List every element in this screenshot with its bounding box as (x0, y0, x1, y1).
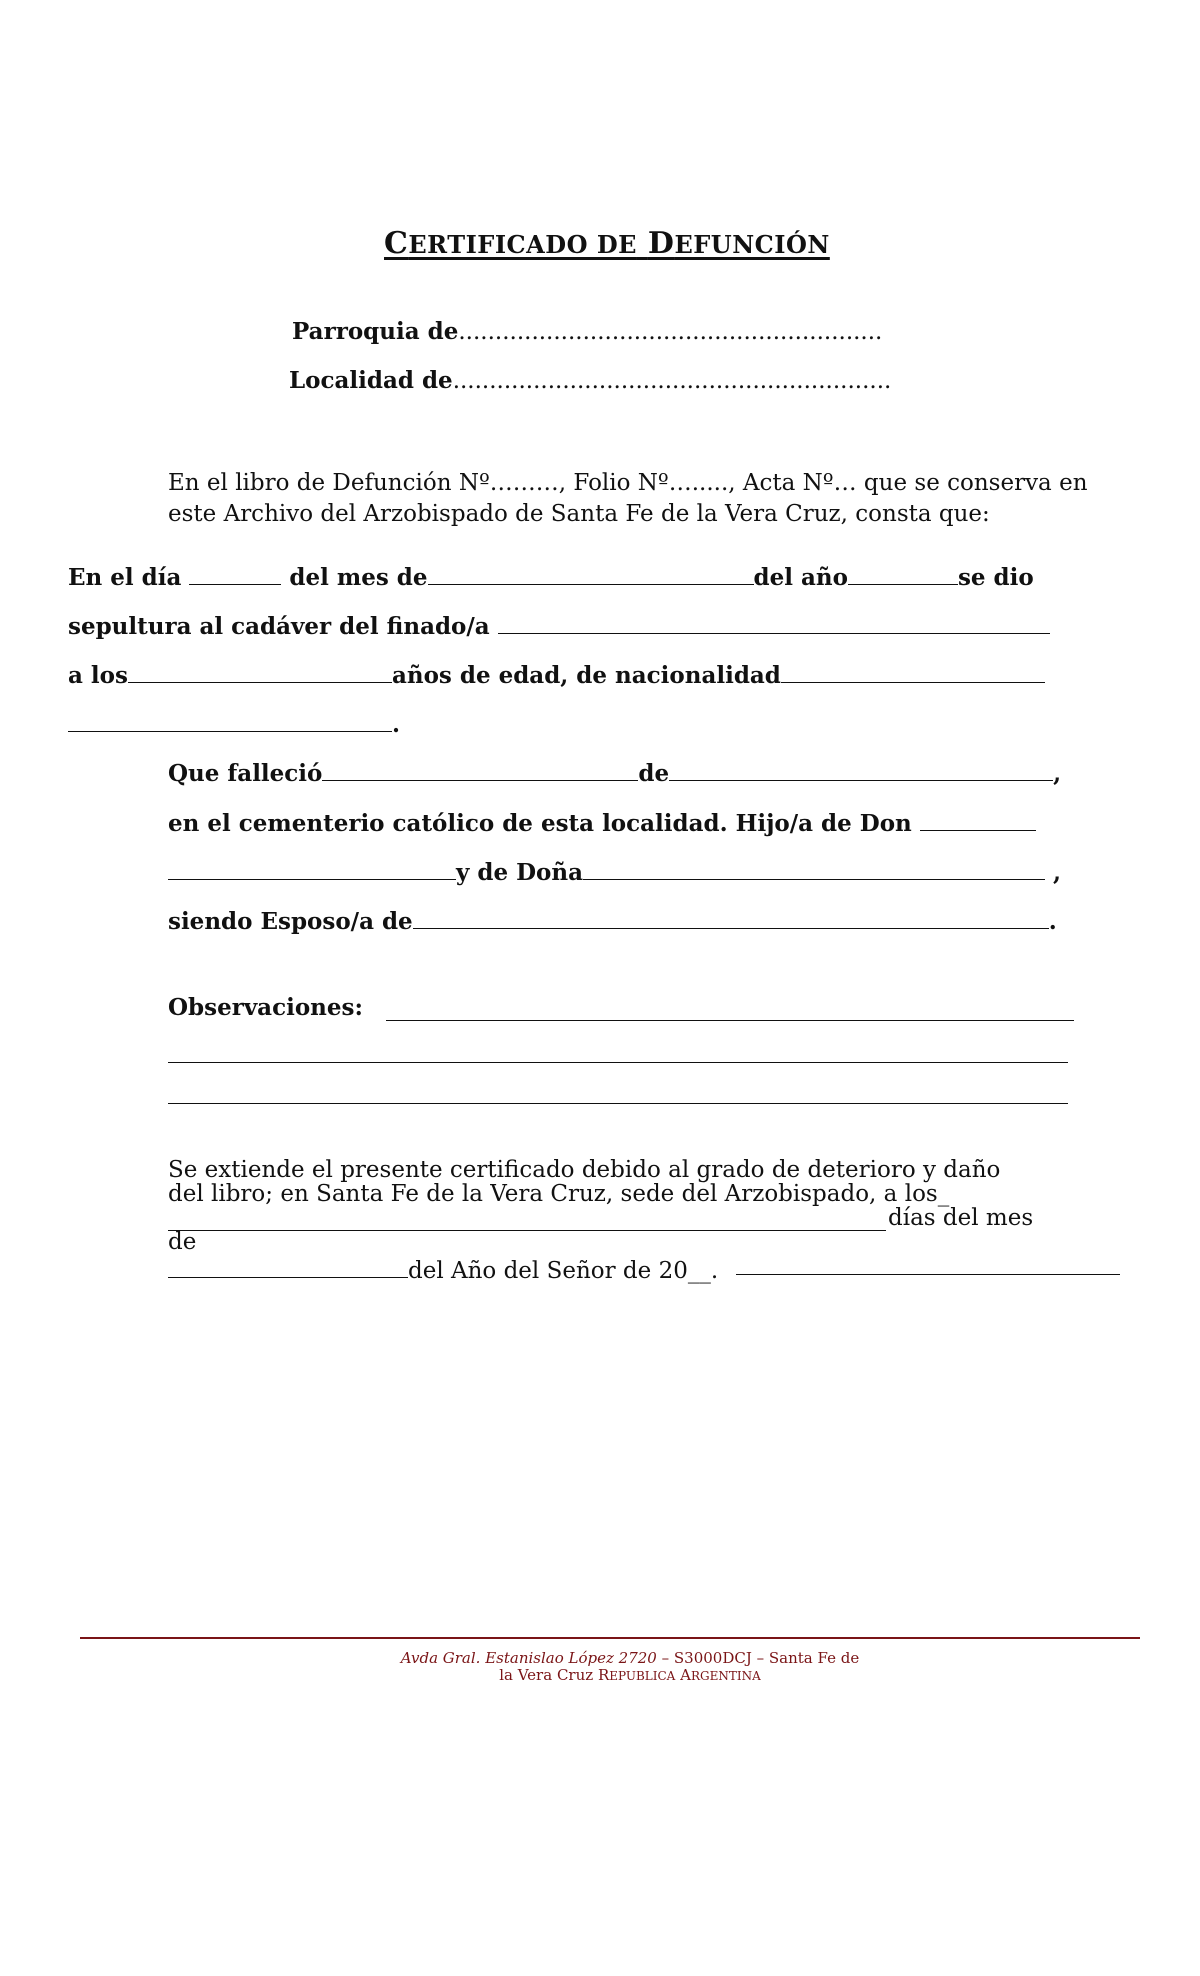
parroquia-dots: .......................................................... (458, 319, 883, 345)
intro-paragraph (168, 468, 1088, 530)
blank-padre[interactable] (920, 810, 1036, 831)
blank-madre[interactable] (583, 859, 1045, 880)
blank-fallecio-de[interactable] (669, 760, 1053, 781)
label-del-mes: del mes de (289, 564, 428, 591)
footer-rule (80, 1637, 1140, 1639)
period: . (1048, 908, 1057, 935)
label-cementerio: en el cementerio católico de esta localidad. Hijo/a de Don (168, 810, 912, 837)
form-line-esposo (168, 908, 1057, 935)
parroquia-label: Parroquia de (292, 318, 459, 345)
footer-street: Avda Gral. Estanislao López 2720 (400, 1649, 657, 1667)
blank-fallecio[interactable] (322, 760, 638, 781)
parroquia-field (292, 318, 882, 345)
period: . (392, 711, 401, 738)
label-a-los: a los (68, 662, 128, 689)
label-y-de-dona: y de Doña (456, 859, 584, 886)
label-anio-senor: del Año del Señor de 20__. (408, 1258, 719, 1284)
intro-line-1: En el libro de Defunción Nº………, Folio Nº…....., Acta Nº… que se conserva en (168, 470, 1088, 496)
form-line-nacionalidad-cont (68, 711, 400, 738)
blank-padre-cont[interactable] (168, 859, 456, 880)
form-line-sepultura (68, 613, 1050, 640)
localidad-label: Localidad de (289, 367, 453, 394)
blank-nacionalidad-cont[interactable] (68, 711, 392, 732)
blank-esposo[interactable] (413, 908, 1049, 929)
label-del-ano: del año (753, 564, 848, 591)
footer-address: Avda Gral. Estanislao López 2720 – S3000DCJ – Santa Fe de la Vera Cruz REPUBLICA ARGENTINA (400, 1649, 860, 1684)
label-que-fallecio: Que falleció (168, 760, 323, 787)
comma: , (1053, 859, 1062, 886)
blank-mes-ext[interactable] (168, 1259, 408, 1278)
form-line-cementerio (168, 810, 1036, 837)
document-title: CERTIFICADO DE DEFUNCIÓN (384, 226, 830, 261)
localidad-field (289, 367, 891, 394)
extension-line-2: del libro; en Santa Fe de la Vera Cruz, sede del Arzobispado, a los_ (168, 1181, 950, 1207)
blank-ano[interactable] (848, 564, 958, 585)
observaciones-line-2[interactable] (168, 1062, 1068, 1063)
footer-postal: – S3000DCJ – Santa Fe de (656, 1649, 860, 1667)
form-line-madre (168, 859, 1061, 886)
form-line-fallecio (168, 760, 1061, 787)
extension-line-anio (168, 1259, 718, 1283)
comma: , (1053, 760, 1062, 787)
footer-city: la Vera Cruz (499, 1666, 594, 1684)
label-esposo: siendo Esposo/a de (168, 908, 413, 935)
blank-dias[interactable] (168, 1230, 886, 1231)
label-en-el-dia: En el día (68, 564, 182, 591)
extension-de: de (168, 1229, 197, 1255)
label-de: de (638, 760, 670, 787)
signature-line[interactable] (736, 1274, 1120, 1275)
extension-dias-del-mes: días del mes (888, 1205, 1034, 1231)
blank-dia[interactable] (189, 564, 281, 585)
blank-nacionalidad[interactable] (781, 662, 1045, 683)
label-se-dio: se dio (957, 564, 1034, 591)
observaciones-line-3[interactable] (168, 1103, 1068, 1104)
blank-finado[interactable] (498, 613, 1050, 634)
label-sepultura: sepultura al cadáver del finado/a (68, 613, 490, 640)
form-line-edad (68, 662, 1045, 689)
observaciones-line-1[interactable] (386, 1020, 1074, 1021)
blank-mes[interactable] (428, 564, 754, 585)
extension-line-1: Se extiende el presente certificado debido al grado de deterioro y daño (168, 1157, 1001, 1183)
intro-line-2: este Archivo del Arzobispado de Santa Fe de la Vera Cruz, consta que: (168, 501, 990, 527)
blank-edad[interactable] (128, 662, 392, 683)
form-line-dia (68, 564, 1034, 591)
label-anos-edad: años de edad, de nacionalidad (391, 662, 781, 689)
localidad-dots: ............................................................ (452, 368, 892, 394)
observaciones-label: Observaciones: (168, 994, 363, 1021)
